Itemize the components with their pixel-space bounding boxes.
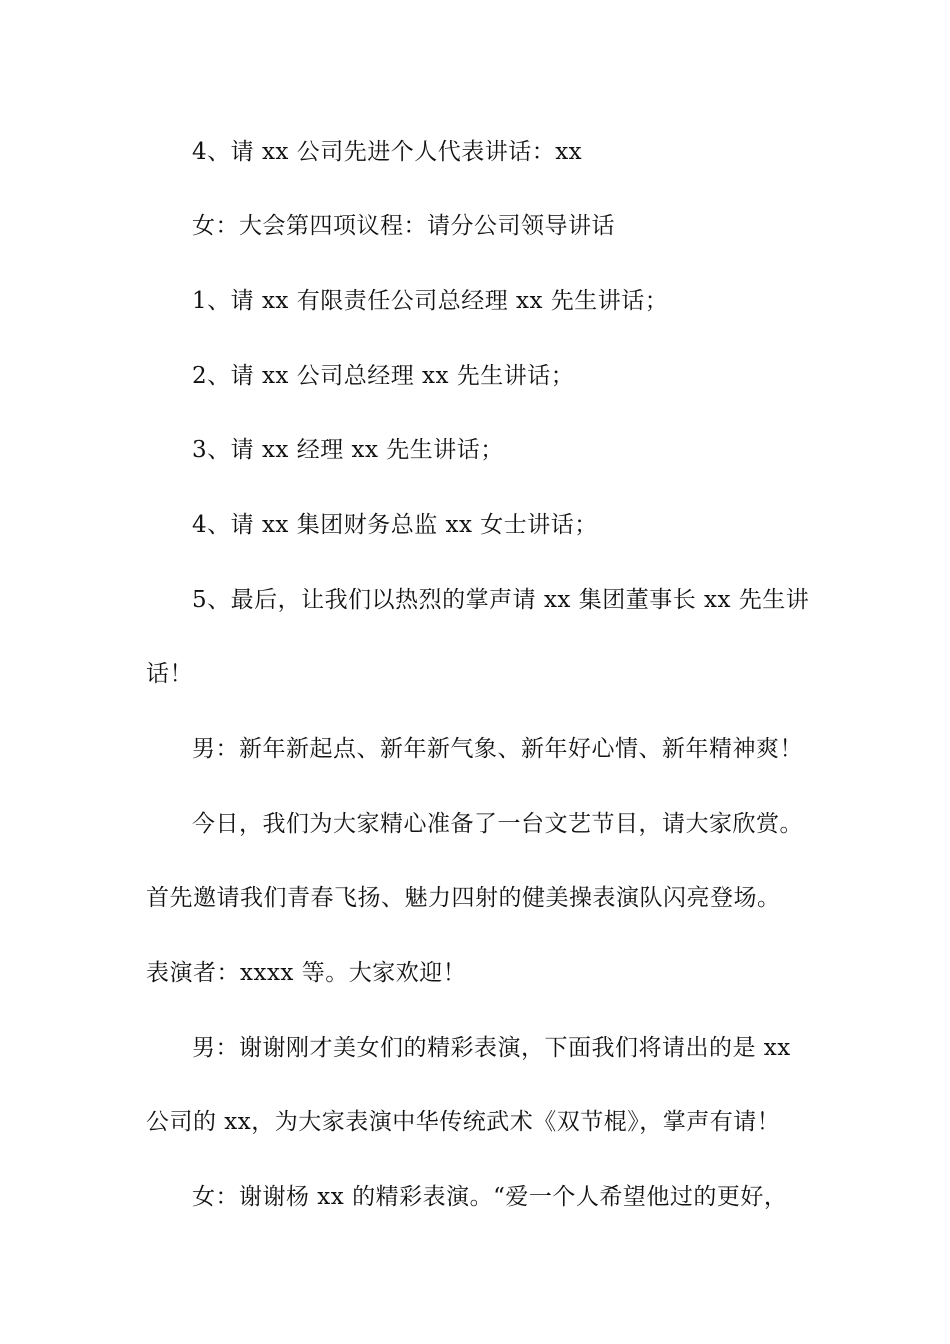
text-line-14: 公司的 xx，为大家表演中华传统武术《双节棍》，掌声有请！ — [146, 1109, 781, 1135]
text-line-5: 3、请 xx 经理 xx 先生讲话； — [192, 437, 504, 463]
text-line-3: 1、请 xx 有限责任公司总经理 xx 先生讲话； — [192, 288, 669, 314]
text-line-4: 2、请 xx 公司总经理 xx 先生讲话； — [192, 363, 575, 389]
text-line-9: 男：新年新起点、新年新气象、新年好心情、新年精神爽！ — [192, 736, 803, 762]
text-line-1: 4、请 xx 公司先进个人代表讲话：xx — [192, 139, 583, 165]
text-line-2: 女：大会第四项议程：请分公司领导讲话 — [192, 213, 615, 239]
text-line-11: 首先邀请我们青春飞扬、魅力四射的健美操表演队闪亮登场。 — [146, 885, 781, 911]
text-line-10: 今日，我们为大家精心准备了一台文艺节目，请大家欣赏。 — [192, 811, 803, 837]
text-line-8: 话！ — [146, 661, 193, 687]
text-line-12: 表演者：xxxx 等。大家欢迎！ — [146, 960, 467, 986]
text-line-15: 女：谢谢杨 xx 的精彩表演。“爱一个人希望他过的更好， — [192, 1184, 788, 1210]
text-line-7: 5、最后，让我们以热烈的掌声请 xx 集团董事长 xx 先生讲 — [192, 587, 810, 613]
text-line-13: 男：谢谢刚才美女们的精彩表演，下面我们将请出的是 xx — [192, 1035, 791, 1061]
text-line-6: 4、请 xx 集团财务总监 xx 女士讲话； — [192, 512, 598, 538]
